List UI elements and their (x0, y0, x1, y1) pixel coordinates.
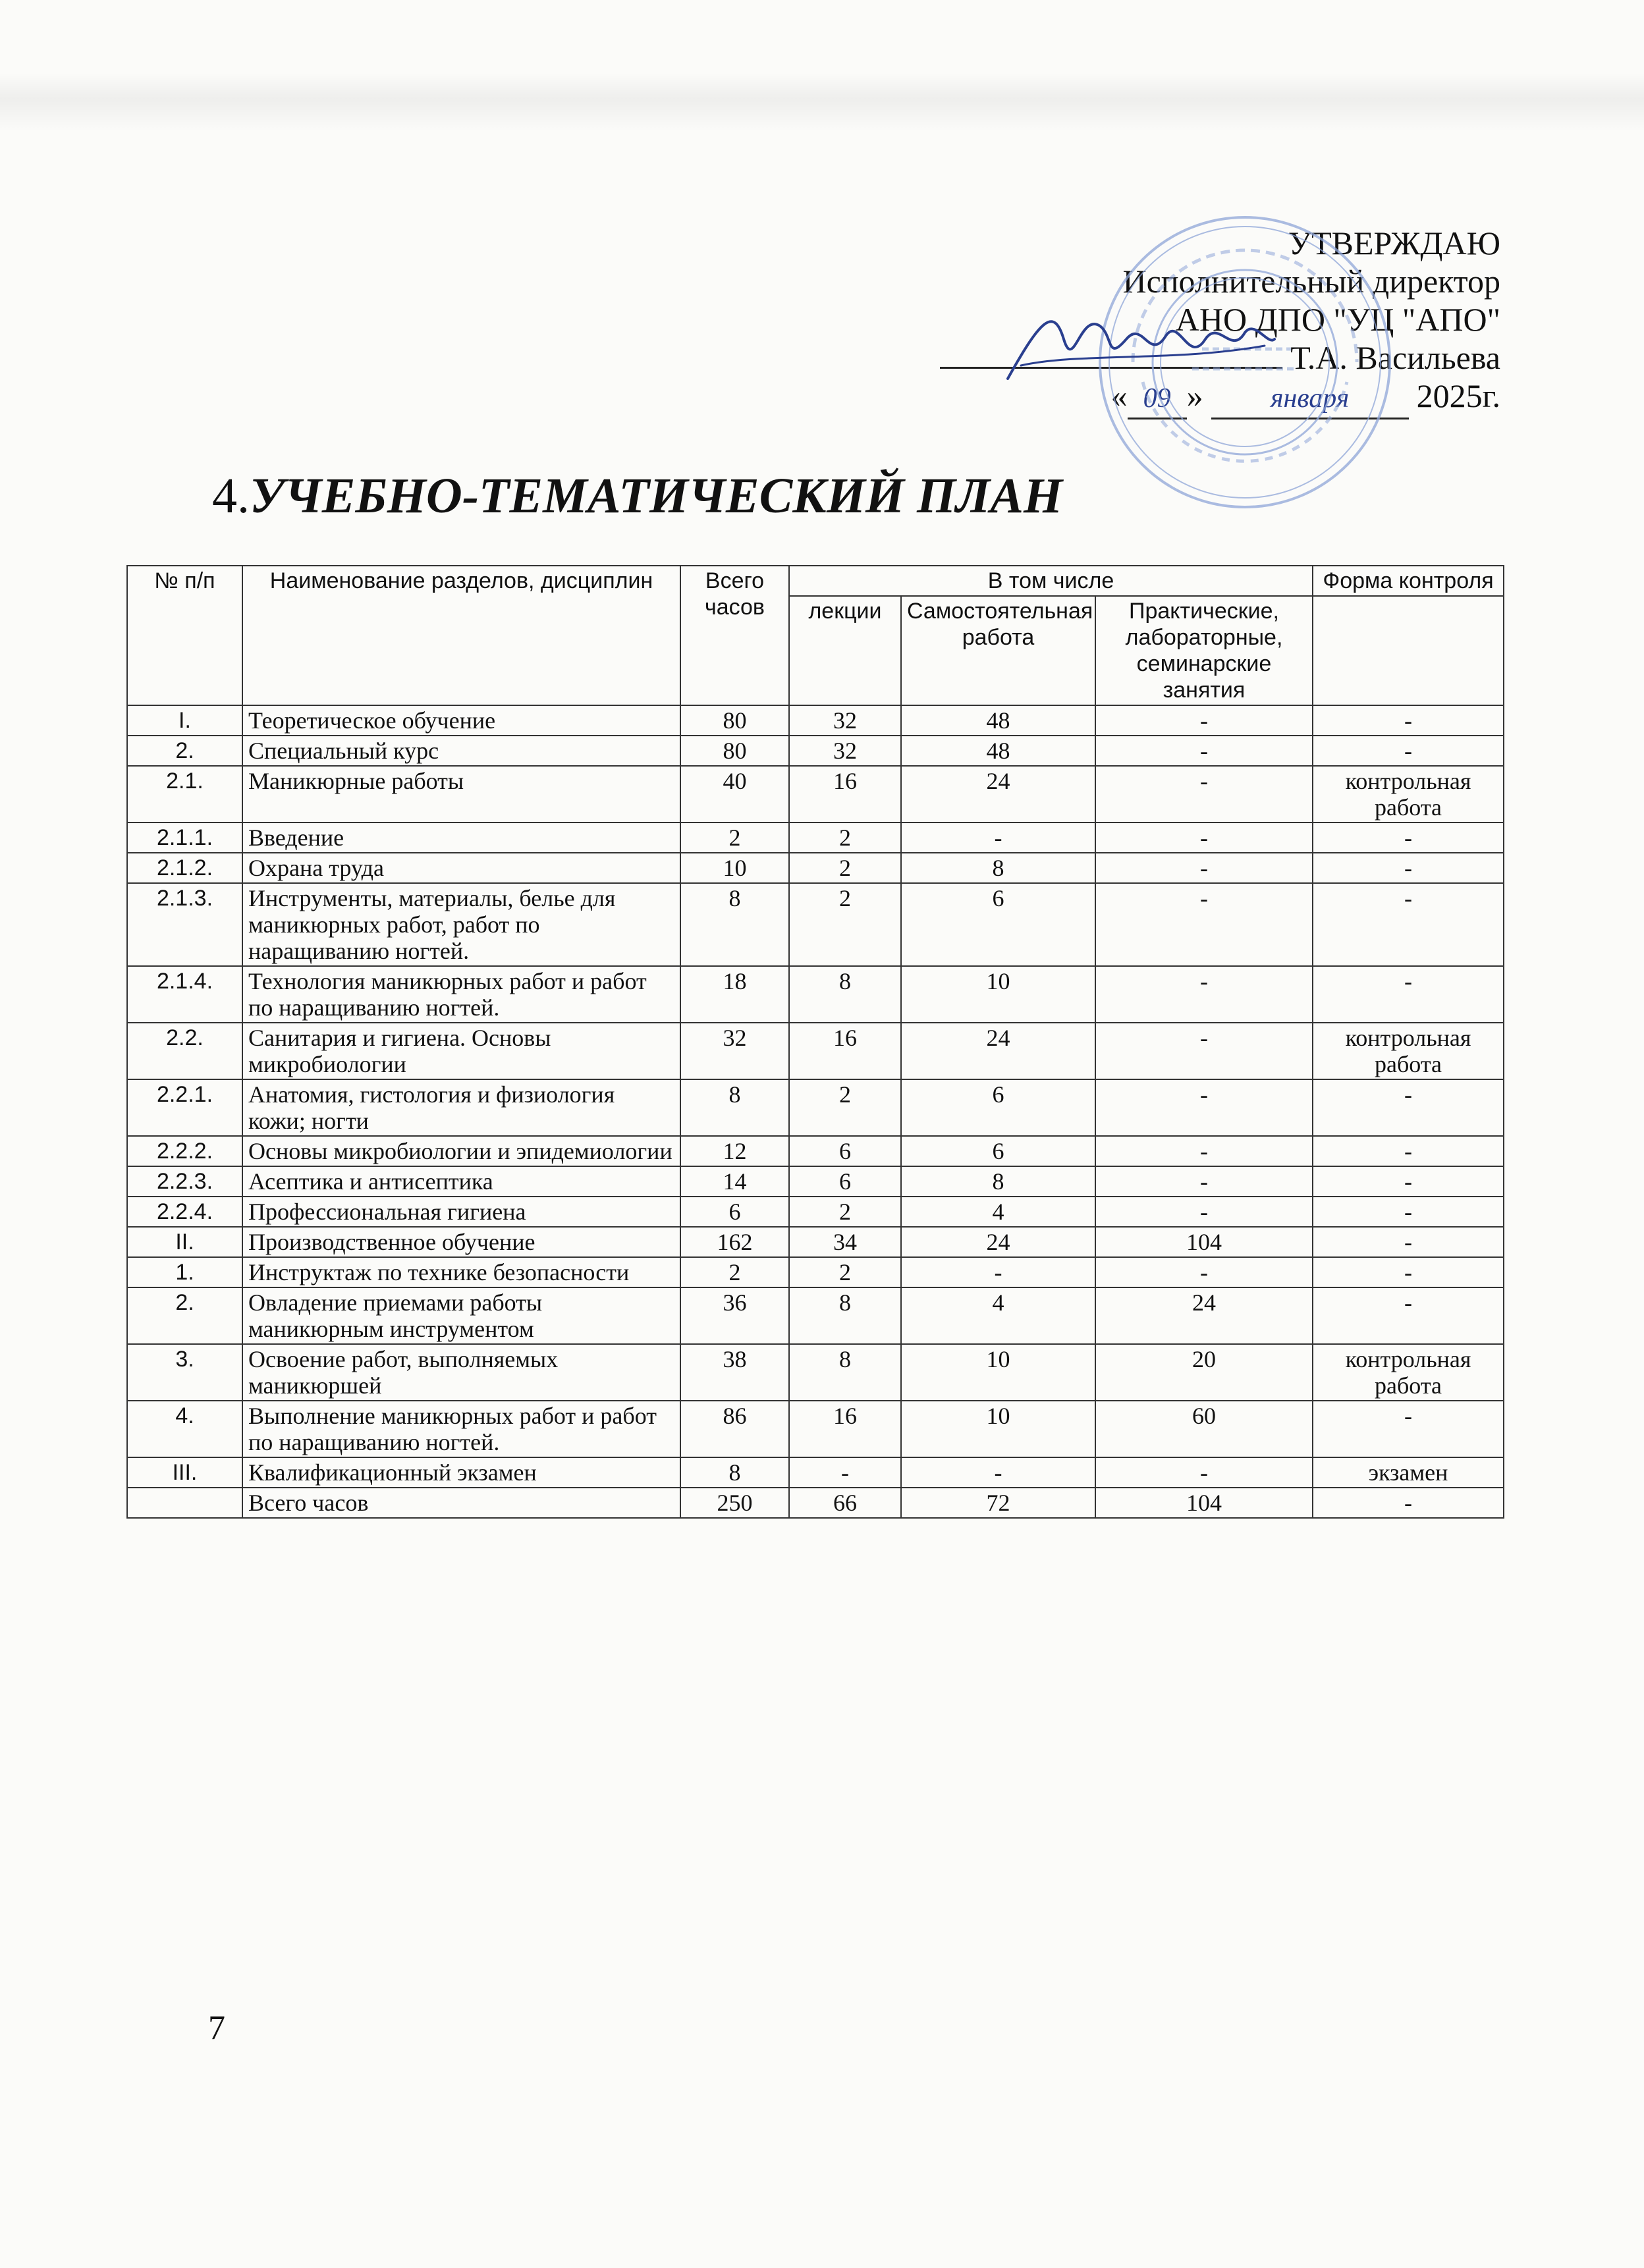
cell-total: 38 (680, 1344, 789, 1401)
cell-control: - (1313, 1257, 1504, 1287)
cell-control: - (1313, 1227, 1504, 1257)
quote-close: » (1186, 377, 1203, 414)
table-row (127, 1166, 1504, 1197)
cell-name: Маникюрные работы (242, 766, 680, 823)
cell-total: 250 (680, 1488, 789, 1518)
cell-num: 2.1.2. (127, 853, 242, 883)
cell-lectures: 2 (789, 1197, 901, 1227)
table-row (127, 853, 1504, 883)
cell-lectures: 16 (789, 1401, 901, 1457)
quote-open: « (1110, 377, 1128, 414)
cell-practical: 20 (1095, 1344, 1313, 1401)
cell-control: - (1313, 883, 1504, 966)
cell-name: Выполнение маникюрных работ и работ по наращиванию ногтей. (242, 1401, 680, 1457)
cell-name: Теоретическое обучение (242, 705, 680, 736)
header-control-empty (1313, 596, 1504, 705)
cell-control: - (1313, 1197, 1504, 1227)
table-row (127, 1227, 1504, 1257)
cell-practical: - (1095, 736, 1313, 766)
header-num: № п/п (127, 566, 242, 705)
cell-name: Технология маникюрных работ и работ по наращиванию ногтей. (242, 966, 680, 1023)
cell-total: 18 (680, 966, 789, 1023)
cell-practical: - (1095, 853, 1313, 883)
cell-num: 2.2.1. (127, 1079, 242, 1136)
cell-lectures: 6 (789, 1166, 901, 1197)
table-row (127, 1136, 1504, 1166)
cell-num: III. (127, 1457, 242, 1488)
cell-lectures: 8 (789, 1287, 901, 1344)
approval-signer: Т.А. Васильева (1290, 339, 1500, 376)
cell-control: контрольная работа (1313, 766, 1504, 823)
cell-self-study: 24 (901, 1227, 1095, 1257)
cell-total: 12 (680, 1136, 789, 1166)
cell-self-study: 10 (901, 1401, 1095, 1457)
table-body (127, 705, 1504, 1518)
cell-num: 2.1. (127, 766, 242, 823)
cell-control: - (1313, 1166, 1504, 1197)
cell-total: 162 (680, 1227, 789, 1257)
table-row (127, 1287, 1504, 1344)
cell-practical: - (1095, 1166, 1313, 1197)
cell-total: 8 (680, 1079, 789, 1136)
cell-num: 2.2.4. (127, 1197, 242, 1227)
cell-total: 36 (680, 1287, 789, 1344)
cell-self-study: 24 (901, 766, 1095, 823)
table-row (127, 1079, 1504, 1136)
cell-practical: - (1095, 1197, 1313, 1227)
cell-name: Специальный курс (242, 736, 680, 766)
page-number: 7 (208, 2009, 225, 2047)
cell-name: Анатомия, гистология и физиология кожи; ногти (242, 1079, 680, 1136)
header-control: Форма контроля (1313, 566, 1504, 596)
table-row (127, 1344, 1504, 1401)
cell-self-study: 4 (901, 1197, 1095, 1227)
cell-num: 1. (127, 1257, 242, 1287)
cell-num: 2.2.2. (127, 1136, 242, 1166)
cell-self-study: 24 (901, 1023, 1095, 1079)
cell-practical: - (1095, 705, 1313, 736)
cell-total: 80 (680, 705, 789, 736)
cell-control: - (1313, 853, 1504, 883)
cell-control: - (1313, 1136, 1504, 1166)
cell-num: 2.1.4. (127, 966, 242, 1023)
cell-lectures: 2 (789, 883, 901, 966)
cell-name: Введение (242, 823, 680, 853)
table-row (127, 766, 1504, 823)
cell-name: Освоение работ, выполняемых маникюршей (242, 1344, 680, 1401)
table-row (127, 966, 1504, 1023)
cell-control: - (1313, 1488, 1504, 1518)
cell-lectures: 16 (789, 1023, 901, 1079)
cell-num (127, 1488, 242, 1518)
cell-practical: - (1095, 1079, 1313, 1136)
cell-name: Квалификационный экзамен (242, 1457, 680, 1488)
cell-practical: - (1095, 1457, 1313, 1488)
cell-lectures: 8 (789, 966, 901, 1023)
curriculum-table (126, 565, 1504, 1519)
table-row (127, 1457, 1504, 1488)
cell-lectures: 2 (789, 1257, 901, 1287)
cell-practical: - (1095, 1023, 1313, 1079)
table-row (127, 736, 1504, 766)
cell-total: 86 (680, 1401, 789, 1457)
header-practical: Практические, лабораторные, семинарские занятия (1095, 596, 1313, 705)
cell-control: контрольная работа (1313, 1023, 1504, 1079)
cell-total: 80 (680, 736, 789, 766)
cell-control: - (1313, 966, 1504, 1023)
cell-name: Основы микробиологии и эпидемиологии (242, 1136, 680, 1166)
table-row (127, 1257, 1504, 1287)
handwritten-signature (1001, 300, 1278, 398)
cell-practical: 60 (1095, 1401, 1313, 1457)
page-title (212, 468, 1062, 525)
cell-total: 8 (680, 1457, 789, 1488)
cell-name: Инструктаж по технике безопасности (242, 1257, 680, 1287)
cell-self-study: 48 (901, 705, 1095, 736)
cell-control: - (1313, 1401, 1504, 1457)
date-day: 09 (1128, 379, 1187, 419)
cell-practical: - (1095, 823, 1313, 853)
cell-lectures: 2 (789, 1079, 901, 1136)
cell-total: 8 (680, 883, 789, 966)
cell-lectures: 34 (789, 1227, 901, 1257)
cell-num: 2.1.1. (127, 823, 242, 853)
cell-lectures: 32 (789, 705, 901, 736)
cell-lectures: 2 (789, 823, 901, 853)
cell-total: 6 (680, 1197, 789, 1227)
cell-control: - (1313, 736, 1504, 766)
cell-lectures: 6 (789, 1136, 901, 1166)
cell-practical: 104 (1095, 1488, 1313, 1518)
header-name: Наименование разделов, дисциплин (242, 566, 680, 705)
cell-name: Овладение приемами работы маникюрным инструментом (242, 1287, 680, 1344)
cell-num: 2.2. (127, 1023, 242, 1079)
cell-num: 3. (127, 1344, 242, 1401)
approval-organization: АНО ДПО "УЦ "АПО" (1175, 301, 1500, 338)
cell-lectures: - (789, 1457, 901, 1488)
cell-total: 40 (680, 766, 789, 823)
cell-practical: - (1095, 883, 1313, 966)
header-total: Всего часов (680, 566, 789, 705)
header-including: В том числе (789, 566, 1313, 596)
cell-self-study: - (901, 1257, 1095, 1287)
approval-heading: УТВЕРЖДАЮ (1288, 225, 1500, 261)
cell-name: Всего часов (242, 1488, 680, 1518)
cell-total: 2 (680, 1257, 789, 1287)
cell-num: 4. (127, 1401, 242, 1457)
cell-total: 10 (680, 853, 789, 883)
cell-self-study: 72 (901, 1488, 1095, 1518)
table-row (127, 883, 1504, 966)
cell-control: - (1313, 823, 1504, 853)
cell-control: - (1313, 705, 1504, 736)
cell-self-study: 48 (901, 736, 1095, 766)
cell-practical: - (1095, 1257, 1313, 1287)
scan-shadow (0, 72, 1644, 132)
cell-total: 32 (680, 1023, 789, 1079)
table-row (127, 823, 1504, 853)
table-row (127, 1401, 1504, 1457)
cell-self-study: - (901, 1457, 1095, 1488)
cell-num: I. (127, 705, 242, 736)
cell-control: контрольная работа (1313, 1344, 1504, 1401)
date-year: 2025г. (1416, 377, 1500, 414)
table-row (127, 1023, 1504, 1079)
cell-self-study: 6 (901, 1136, 1095, 1166)
title-text: УЧЕБНО-ТЕМАТИЧЕСКИЙ ПЛАН (250, 468, 1063, 524)
cell-practical: 24 (1095, 1287, 1313, 1344)
cell-name: Профессиональная гигиена (242, 1197, 680, 1227)
cell-name: Асептика и антисептика (242, 1166, 680, 1197)
cell-practical: - (1095, 1136, 1313, 1166)
cell-self-study: 6 (901, 883, 1095, 966)
cell-num: 2. (127, 1287, 242, 1344)
cell-lectures: 8 (789, 1344, 901, 1401)
table-row (127, 1488, 1504, 1518)
cell-name: Охрана труда (242, 853, 680, 883)
cell-lectures: 66 (789, 1488, 901, 1518)
cell-name: Производственное обучение (242, 1227, 680, 1257)
cell-total: 2 (680, 823, 789, 853)
cell-control: экзамен (1313, 1457, 1504, 1488)
table-row (127, 705, 1504, 736)
cell-total: 14 (680, 1166, 789, 1197)
cell-lectures: 32 (789, 736, 901, 766)
header-lectures: лекции (789, 596, 901, 705)
cell-self-study: 10 (901, 966, 1095, 1023)
cell-self-study: 6 (901, 1079, 1095, 1136)
cell-self-study: - (901, 823, 1095, 853)
date-month: января (1211, 379, 1409, 419)
cell-self-study: 8 (901, 853, 1095, 883)
cell-self-study: 10 (901, 1344, 1095, 1401)
cell-self-study: 8 (901, 1166, 1095, 1197)
cell-num: 2. (127, 736, 242, 766)
approval-position: Исполнительный директор (1122, 263, 1500, 300)
title-number: 4. (212, 468, 250, 524)
cell-num: 2.1.3. (127, 883, 242, 966)
cell-num: 2.2.3. (127, 1166, 242, 1197)
cell-lectures: 2 (789, 853, 901, 883)
cell-practical: - (1095, 766, 1313, 823)
cell-practical: 104 (1095, 1227, 1313, 1257)
cell-control: - (1313, 1287, 1504, 1344)
table-row (127, 1197, 1504, 1227)
cell-num: II. (127, 1227, 242, 1257)
header-self-study: Самостоятельная работа (901, 596, 1095, 705)
cell-lectures: 16 (789, 766, 901, 823)
cell-name: Инструменты, материалы, белье для маникюрных работ, работ по наращиванию ногтей. (242, 883, 680, 966)
cell-practical: - (1095, 966, 1313, 1023)
cell-name: Санитария и гигиена. Основы микробиологии (242, 1023, 680, 1079)
cell-self-study: 4 (901, 1287, 1095, 1344)
cell-control: - (1313, 1079, 1504, 1136)
